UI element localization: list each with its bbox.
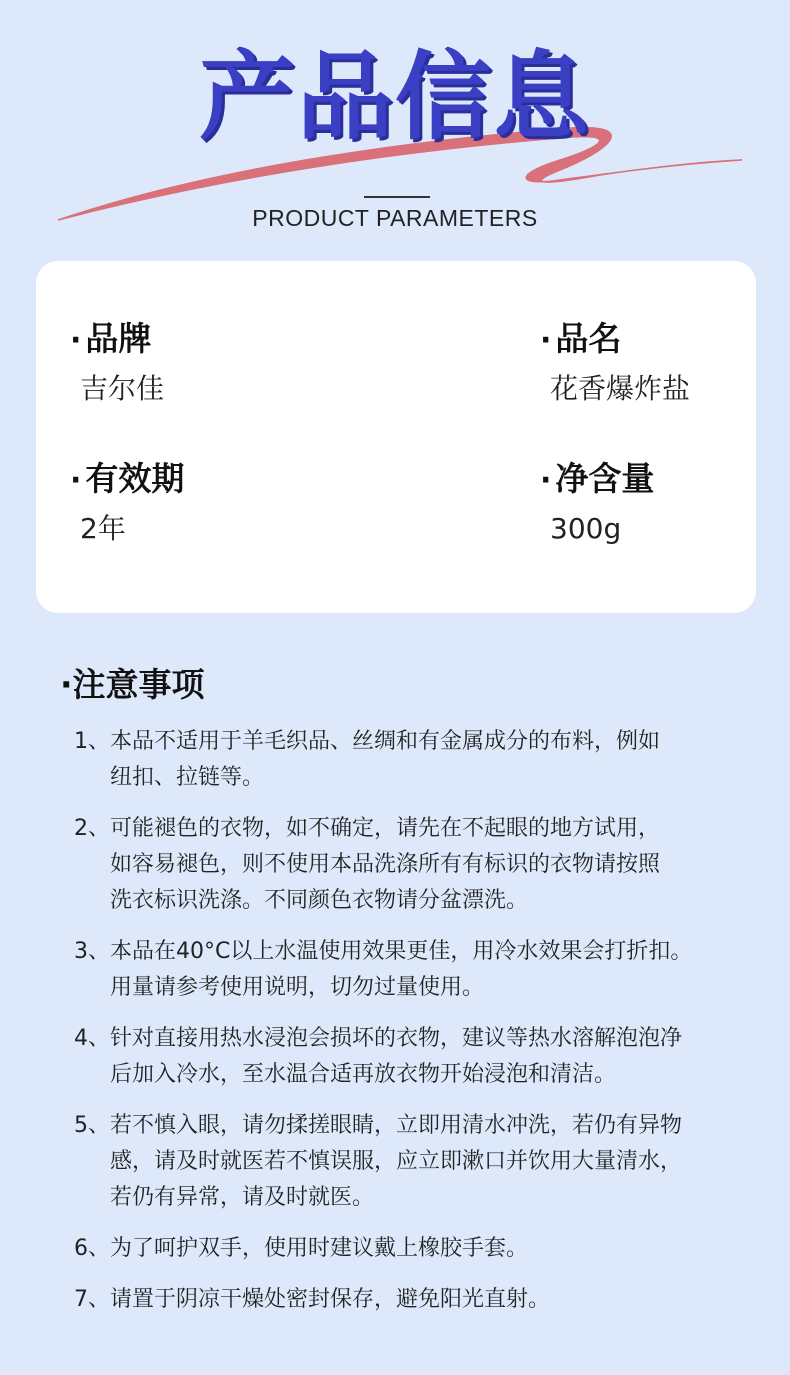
notes-title: ·注意事项 xyxy=(60,665,205,704)
page-subtitle: PRODUCT PARAMETERS xyxy=(252,205,538,231)
note-item: 7、 请置于阴凉干燥处密封保存，避免阳光直射。 xyxy=(74,1287,551,1312)
divider xyxy=(364,196,430,198)
note-item: 2、 可能褪色的衣物，如不确定，请先在不起眼的地方试用， 如容易褪色，则不使用本品洗涤所有有标识的衣物请按照 洗衣标识洗涤。不同颜色衣物请分盆漂洗。 xyxy=(74,816,661,913)
param-brand xyxy=(70,319,164,407)
note-item: 6、 为了呵护双手，使用时建议戴上橡胶手套。 xyxy=(74,1236,529,1261)
note-item: 5、 若不慎入眼，请勿揉搓眼睛，立即用清水冲洗，若仍有异物 感，请及时就医若不慎误服，应立即漱口并饮用大量清水， 若仍有异常，请及时就医。 xyxy=(74,1113,683,1210)
param-net-weight xyxy=(540,459,654,547)
page-title: 产品信息 xyxy=(199,41,591,153)
note-item: 3、 本品在40°C以上水温使用效果更佳，用冷水效果会打折扣。 用量请参考使用说明，切勿过量使用。 xyxy=(74,939,693,1000)
param-value: 花香爆炸盐 xyxy=(550,372,691,405)
param-value: 300g xyxy=(550,512,622,545)
param-label: · 净含量 xyxy=(540,459,655,498)
header xyxy=(0,0,790,250)
note-item: 4、 针对直接用热水浸泡会损坏的衣物，建议等热水溶解泡泡净 后加入冷水，至水温合适再放衣物开始浸泡和清洁。 xyxy=(74,1026,683,1087)
param-label: · 有效期 xyxy=(70,459,185,498)
param-label: · 品牌 xyxy=(70,319,152,358)
param-value: 吉尔佳 xyxy=(80,372,165,405)
param-shelf-life xyxy=(70,459,184,547)
note-item: 1、 本品不适用于羊毛织品、丝绸和有金属成分的布料，例如 纽扣、拉链等。 xyxy=(74,729,661,790)
param-label: · 品名 xyxy=(540,319,622,358)
parameters-card xyxy=(36,261,756,613)
param-value: 2年 xyxy=(80,512,126,545)
param-product-name xyxy=(540,319,690,407)
notes-list xyxy=(74,724,754,1333)
